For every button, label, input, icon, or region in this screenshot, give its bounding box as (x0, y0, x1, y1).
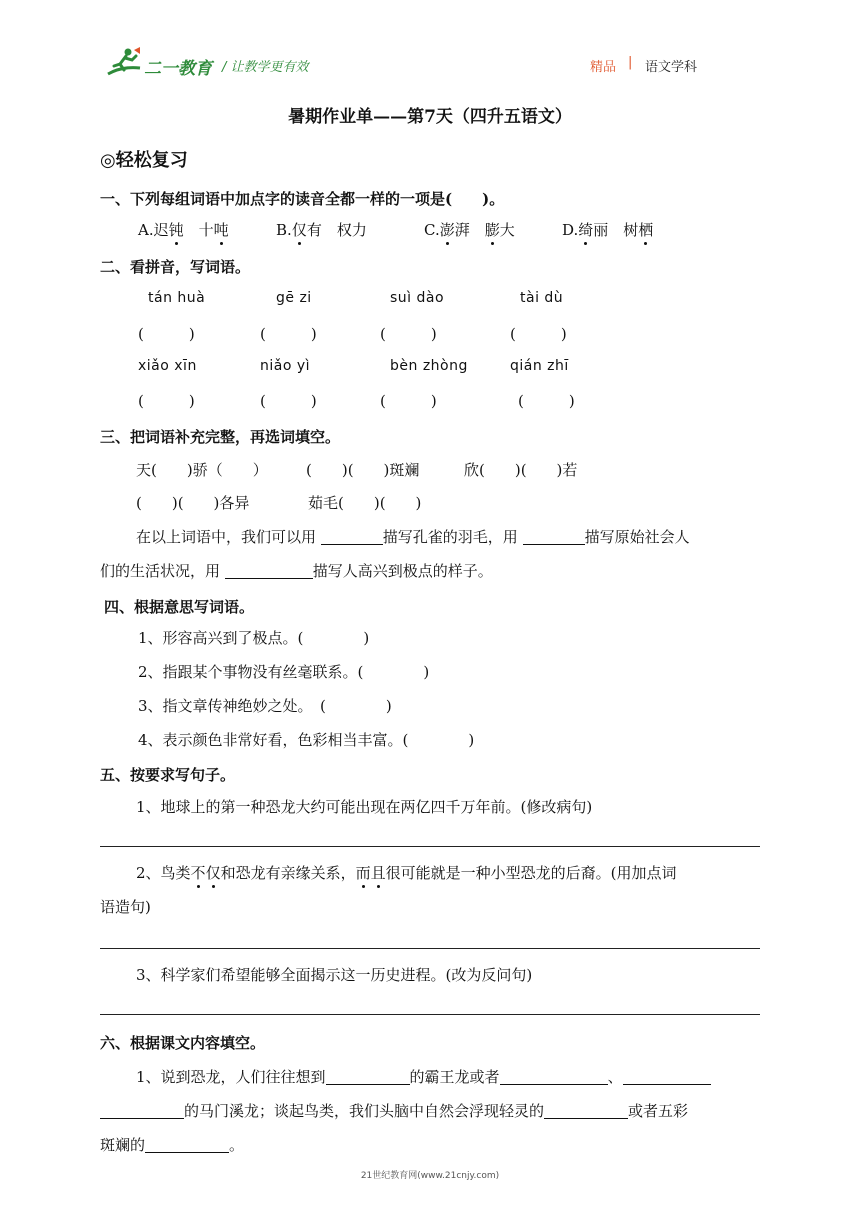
q4-item: 1、形容高兴到了极点。( ) (138, 629, 370, 647)
answer-paren[interactable]: ( ) (138, 392, 195, 410)
fill-blank[interactable] (500, 1068, 608, 1085)
q2-heading: 二、看拼音，写词语。 (100, 258, 251, 276)
q1-options (138, 219, 653, 240)
fill-blank[interactable] (100, 1102, 184, 1119)
answer-line[interactable] (100, 1014, 760, 1015)
answer-line[interactable] (100, 948, 760, 949)
q6-line3: 斑斓的 。 (100, 1136, 245, 1154)
pinyin: tán huà (148, 290, 206, 306)
answer-line[interactable] (100, 846, 760, 847)
q4-item: 4、表示颜色非常好看，色彩相当丰富。( ) (138, 731, 475, 749)
idiom-blank[interactable]: 茹毛( )( ) (308, 494, 422, 512)
slogan: / 让教学更有效 (222, 60, 309, 75)
fill-blank[interactable] (326, 1068, 410, 1085)
option-d: D.绮丽 树栖 (562, 221, 654, 239)
fill-blank[interactable] (523, 528, 585, 545)
q5-item2-cont: 语造句) (100, 898, 151, 916)
answer-paren[interactable]: ( ) (260, 325, 317, 343)
idiom-blank[interactable]: ( )( )斑斓 (306, 461, 420, 479)
page-title: 暑期作业单——第7天（四升五语文） (288, 107, 572, 127)
subject-label: 语文学科 (645, 60, 698, 75)
pinyin: xiǎo xīn (138, 358, 197, 374)
pinyin: suì dào (390, 290, 445, 306)
q5-item2: 2、鸟类不仅和恐龙有亲缘关系，而且很可能就是一种小型恐龙的后裔。(用加点词 (136, 864, 677, 882)
logo-text: 二一教育 (144, 59, 212, 79)
q3-fill-line1: 在以上词语中，我们可以用 描写孔雀的羽毛，用 描写原始社会人 (136, 528, 690, 546)
idiom-blank[interactable]: ( )( )各异 (136, 494, 250, 512)
fill-blank[interactable] (623, 1068, 711, 1085)
header-separator: | (628, 55, 633, 70)
quality-label: 精品 (590, 60, 617, 75)
option-a: A.迟钝 十吨 (138, 221, 229, 239)
q6-line2: 的马门溪龙；谈起鸟类，我们头脑中自然会浮现轻灵的 或者五彩 (100, 1100, 688, 1121)
footer: 21世纪教育网(www.21cnjy.com) (360, 1171, 500, 1181)
pinyin: qián zhī (510, 358, 569, 374)
q4-heading: 四、根据意思写词语。 (104, 598, 255, 616)
fill-blank[interactable] (544, 1102, 628, 1119)
pinyin: bèn zhòng (390, 358, 468, 374)
pinyin: niǎo yì (260, 358, 311, 374)
q5-item1: 1、地球上的第一种恐龙大约可能出现在两亿四千万年前。(修改病句) (136, 798, 593, 816)
q4-item: 3、指文章传神绝妙之处。 ( ) (138, 697, 392, 715)
q4-item: 2、指跟某个事物没有丝毫联系。( ) (138, 663, 430, 681)
fill-blank[interactable] (225, 562, 313, 579)
q5-item3: 3、科学家们希望能够全面揭示这一历史进程。(改为反问句) (136, 966, 533, 984)
fill-blank[interactable] (321, 528, 383, 545)
answer-paren[interactable]: ( ) (138, 325, 195, 343)
q5-heading: 五、按要求写句子。 (100, 766, 236, 784)
q3-fill-line2: 们的生活状况，用 描写人高兴到极点的样子。 (100, 562, 493, 580)
section-heading: ◎轻松复习 (100, 150, 188, 171)
q6-line1: 1、说到恐龙，人们往往想到 的霸王龙或者 、 (136, 1066, 711, 1087)
option-c: C.澎湃 膨大 (424, 221, 515, 239)
idiom-blank[interactable]: 天( )骄（ ） (136, 461, 268, 479)
idiom-blank[interactable]: 欣( )( )若 (464, 461, 578, 479)
pinyin: tài dù (520, 290, 564, 306)
answer-paren[interactable]: ( ) (510, 325, 567, 343)
answer-paren[interactable]: ( ) (518, 392, 575, 410)
answer-paren[interactable]: ( ) (260, 392, 317, 410)
q1-heading: 一、下列每组词语中加点字的读音全都一样的一项是( )。 (100, 190, 505, 208)
runner-logo-icon (104, 46, 144, 78)
answer-paren[interactable]: ( ) (380, 392, 437, 410)
q3-heading: 三、把词语补充完整，再选词填空。 (100, 428, 341, 446)
option-b: B.仅有 权力 (276, 221, 367, 239)
answer-paren[interactable]: ( ) (380, 325, 437, 343)
q6-heading: 六、根据课文内容填空。 (100, 1034, 266, 1052)
pinyin: gē zi (276, 290, 312, 306)
fill-blank[interactable] (145, 1136, 229, 1153)
